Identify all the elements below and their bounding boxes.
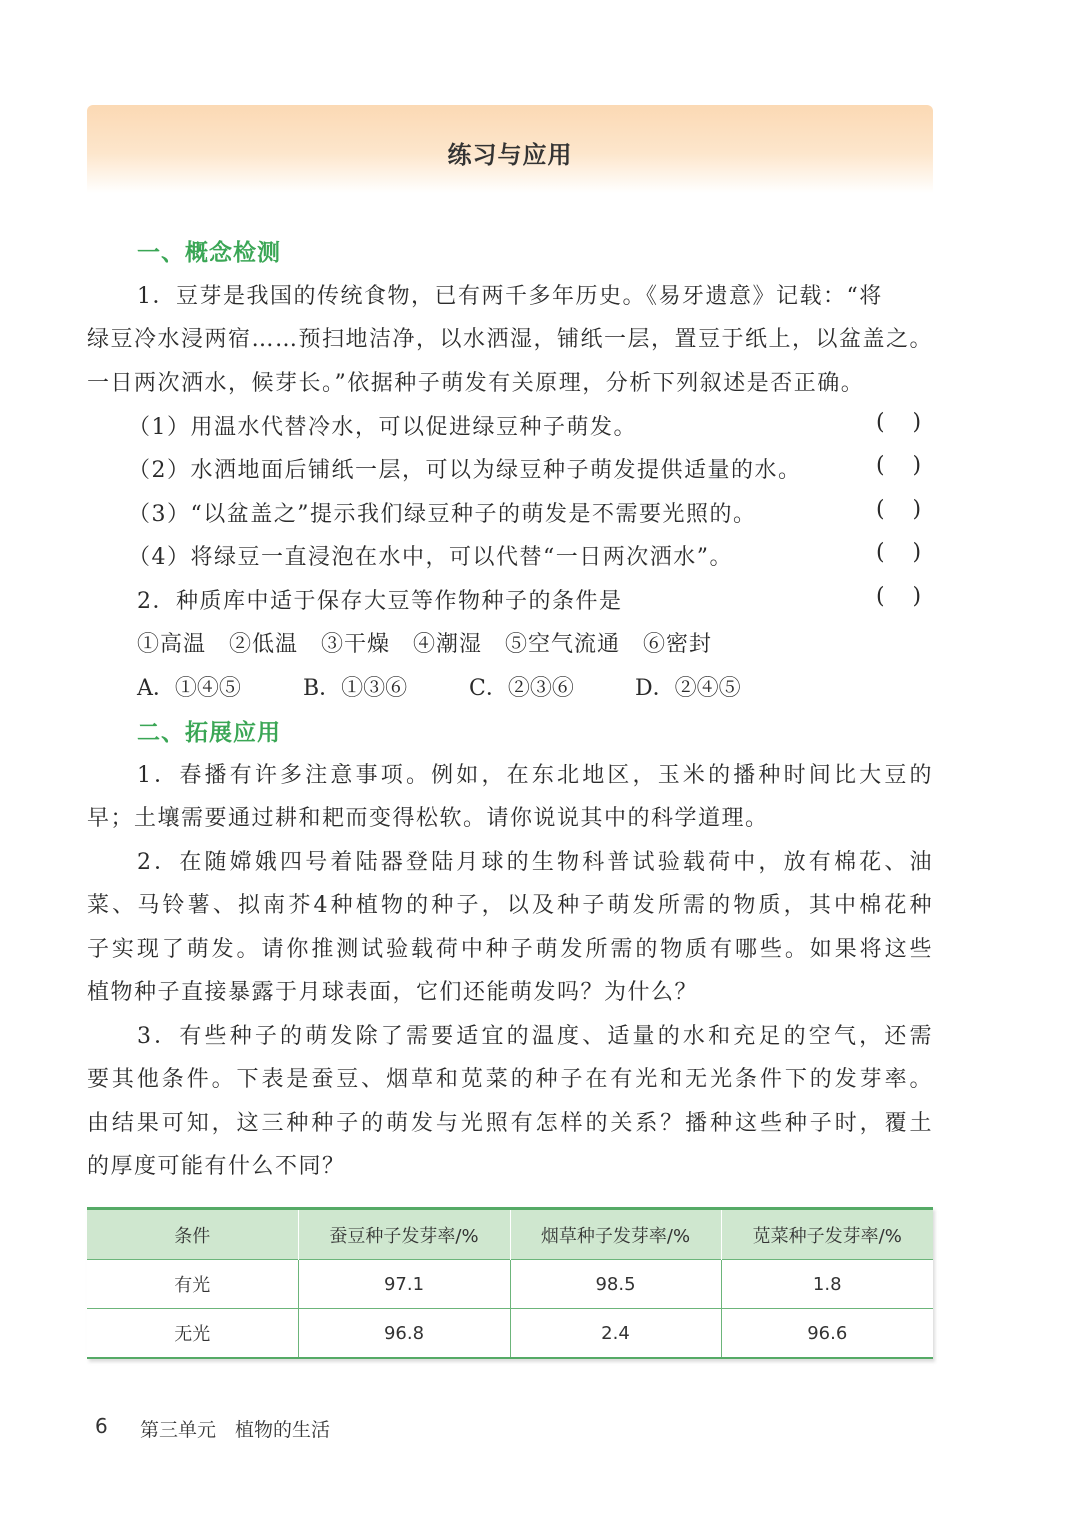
s2-q2-line-1: 2．在随嫦娥四号着陆器登陆月球的生物科普试验载荷中，放有棉花、油 [137,850,933,875]
table-row [87,1260,933,1309]
table-cell: 2.4 [510,1309,721,1359]
q1-sub-4: （4）将绿豆一直浸泡在水中，可以代替“一日两次洒水”。 [128,545,733,570]
title-banner [87,105,933,193]
q1-sub-1: （1）用温水代替冷水，可以促进绿豆种子萌发。 [128,415,637,440]
answer-blank-3[interactable]: ( ) [876,497,922,522]
q2-text: 2．种质库中适于保存大豆等作物种子的条件是 [137,589,623,614]
s2-q1-line-1: 1．春播有许多注意事项。例如，在东北地区，玉米的播种时间比大豆的 [137,763,933,788]
q2-conditions: ①高温 ②低温 ③干燥 ④潮湿 ⑤空气流通 ⑥密封 [137,632,713,657]
q1-line-3: 一日两次洒水，候芽长。”依据种子萌发有关原理，分析下列叙述是否正确。 [87,371,865,396]
s2-q2-line-3: 子实现了萌发。请你推测试验载荷中种子萌发所需的物质有哪些。如果将这些 [87,937,933,962]
option-a[interactable]: A．①④⑤ [137,676,241,701]
table-cell: 97.1 [298,1260,510,1309]
q1-sub-2: （2）水洒地面后铺纸一层，可以为绿豆种子萌发提供适量的水。 [128,458,802,483]
table-cell: 无光 [87,1309,298,1359]
page-number: 6 [95,1414,108,1438]
table-header-cell: 条件 [87,1209,298,1260]
table-row [87,1309,933,1359]
s2-q3-line-3: 由结果可知，这三种种子的萌发与光照有怎样的关系？播种这些种子时，覆土 [87,1111,933,1136]
table-cell: 96.6 [721,1309,933,1359]
s2-q3-line-1: 3．有些种子的萌发除了需要适宜的温度、适量的水和充足的空气，还需 [137,1024,933,1049]
q1-line-2: 绿豆冷水浸两宿……预扫地洁净，以水洒湿，铺纸一层，置豆于纸上，以盆盖之。 [87,327,934,352]
s2-q1-line-2: 早；土壤需要通过耕和耙而变得松软。请你说说其中的科学道理。 [87,806,769,831]
table-cell: 1.8 [721,1260,933,1309]
chapter-footer: 第三单元 植物的生活 [140,1419,331,1441]
page-title: 练习与应用 [447,141,573,169]
answer-blank-2[interactable]: ( ) [876,453,922,478]
answer-blank-5[interactable]: ( ) [876,584,922,609]
q1-sub-3: （3）“以盆盖之”提示我们绿豆种子的萌发是不需要光照的。 [128,502,757,527]
table-cell: 98.5 [510,1260,721,1309]
option-d[interactable]: D．②④⑤ [635,676,741,701]
section-heading-concept-check: 一、概念检测 [137,240,281,266]
answer-blank-4[interactable]: ( ) [876,540,922,565]
table-header-cell: 烟草种子发芽率/% [510,1209,721,1260]
option-b[interactable]: B．①③⑥ [303,676,408,701]
section-heading-extended-application: 二、拓展应用 [137,720,281,746]
answer-blank-1[interactable]: ( ) [876,410,922,435]
q1-line-1: 1．豆芽是我国的传统食物，已有两千多年历史。《易牙遗意》记载：“将 [137,284,883,309]
table-cell: 有光 [87,1260,298,1309]
s2-q2-line-2: 菜、马铃薯、拟南芥4种植物的种子，以及种子萌发所需的物质，其中棉花种 [87,893,933,918]
table-header-cell: 苋菜种子发芽率/% [721,1209,933,1260]
s2-q2-line-4: 植物种子直接暴露于月球表面，它们还能萌发吗？为什么？ [87,980,699,1005]
s2-q3-line-4: 的厚度可能有什么不同？ [87,1154,346,1179]
option-c[interactable]: C．②③⑥ [469,676,574,701]
s2-q3-line-2: 要其他条件。下表是蚕豆、烟草和苋菜的种子在有光和无光条件下的发芽率。 [87,1067,933,1092]
table-header-row [87,1209,933,1260]
table-header-cell: 蚕豆种子发芽率/% [298,1209,510,1260]
table-cell: 96.8 [298,1309,510,1359]
germination-rate-table [87,1207,933,1359]
